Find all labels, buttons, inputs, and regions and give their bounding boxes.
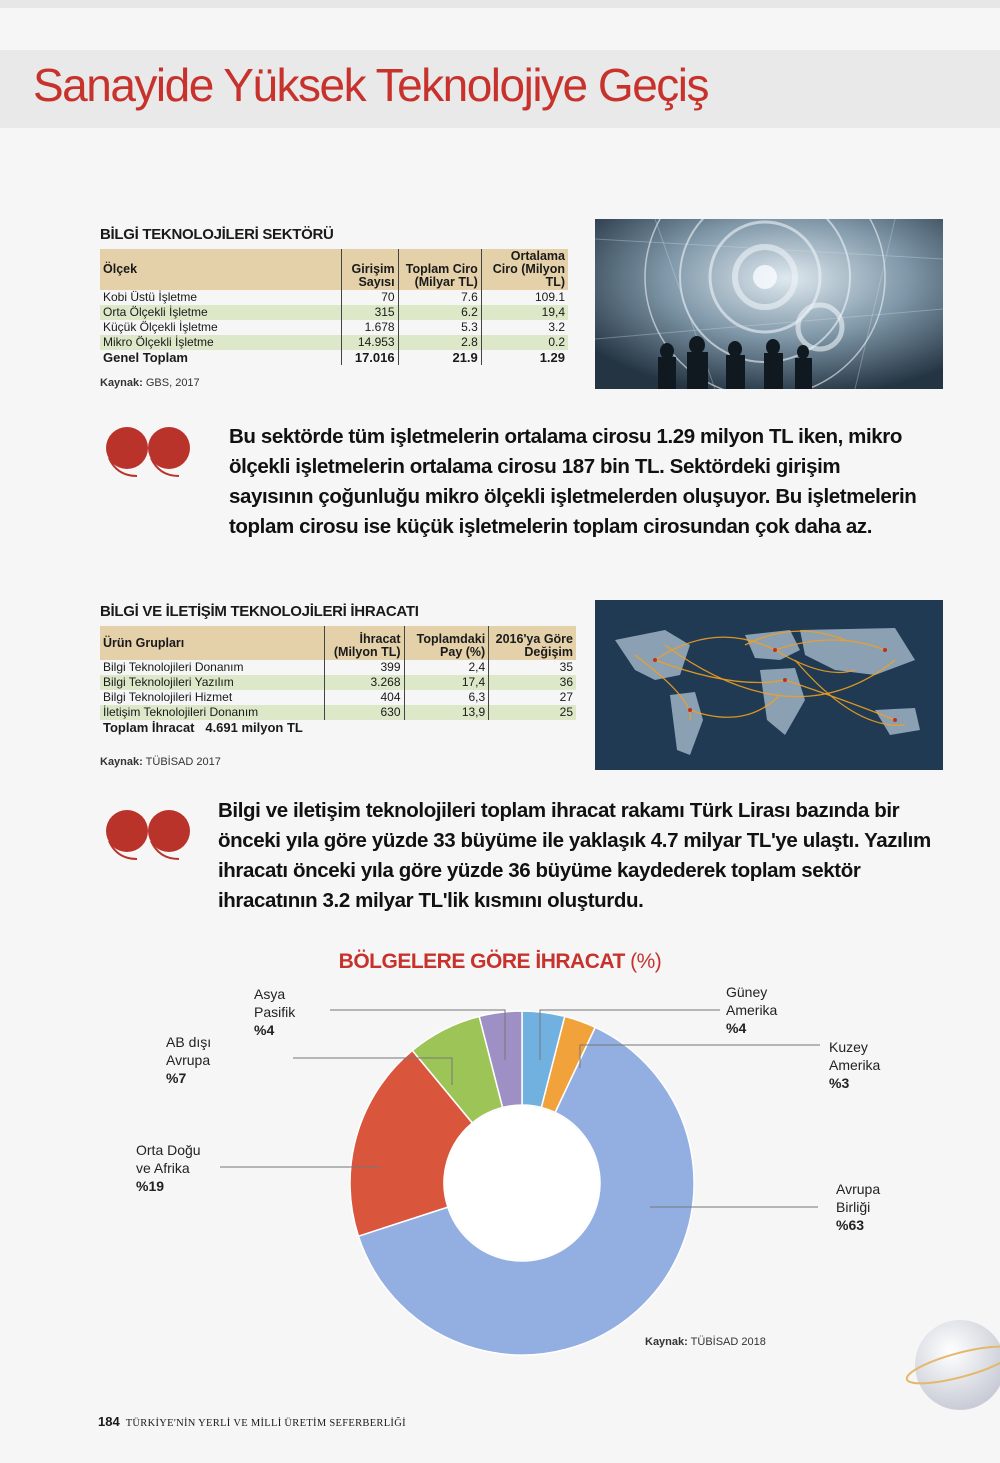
slice-value: %19	[136, 1178, 165, 1194]
donut-hole	[445, 1106, 599, 1260]
table-cell: Bilgi Teknolojileri Donanım	[100, 660, 324, 675]
slice-label-text: Asya Pasifik	[254, 986, 296, 1020]
label-guney-amerika	[726, 983, 777, 1037]
table-cell: Bilgi Teknolojileri Hizmet	[100, 690, 324, 705]
table-cell: 35	[559, 660, 573, 674]
table-cell: 6,3	[404, 690, 489, 705]
source-label: Kaynak:	[100, 377, 143, 389]
table-cell: 1.678	[341, 320, 398, 335]
quote-text-1: Bu sektörde tüm işletmelerin ortalama cirosu 1.29 milyon TL iken, mikro ölçekli işletmelerin ortalama cirosu 187 bin TL. Sektördeki girişim sayısının çoğunluğu mikro ölçekli işletmelerden oluşuyor. Bu işletmelerin toplam cirosu ise küçük işletmelerin toplam cirosundan çok daha az.	[229, 425, 917, 538]
slice-value: %4	[254, 1022, 275, 1038]
table-cell: 2,4	[404, 660, 489, 675]
page-number: 184	[98, 1414, 120, 1429]
table-cell: Bilgi Teknolojileri Yazılım	[100, 675, 324, 690]
table-cell: Orta Ölçekli İşletme	[100, 305, 341, 320]
table2-total: Toplam İhracat 4.691 milyon TL	[103, 720, 303, 735]
footer-text: TÜRKİYE'NİN YERLİ VE MİLLİ ÜRETİM SEFERBERLİĞİ	[125, 1418, 406, 1429]
quote-text-2: Bilgi ve iletişim teknolojileri toplam ihracat rakamı Türk Lirası bazında bir önceki yıla göre yüzde 33 büyüme ile yaklaşık 4.7 milyar TL'ye ulaştı. Yazılım ihracatı önceki yıla göre yüzde 36 büyüme kaydederek toplam sektör ihracatının 3.2 milyar TL'lik kısmını oluşturdu.	[218, 799, 931, 912]
page-title: Sanayide Yüksek Teknolojiye Geçiş	[33, 59, 708, 111]
table2-title: BİLGİ VE İLETİŞİM TEKNOLOJİLERİ İHRACATI	[100, 603, 419, 620]
table2-header-ihracat: İhracat (Milyon TL)	[324, 626, 404, 660]
table-cell: 6.2	[398, 305, 481, 320]
label-ab-disi-avrupa	[166, 1033, 211, 1087]
label-avrupa-birligi	[836, 1180, 880, 1234]
table1-header-toplam-ciro: Toplam Ciro (Milyar TL)	[398, 249, 481, 290]
decorative-sphere-icon	[900, 1310, 1000, 1420]
slice-value: %4	[726, 1020, 747, 1036]
table-cell: 5.3	[398, 320, 481, 335]
table-cell: 27	[559, 690, 573, 704]
table-cell: 3.268	[324, 675, 404, 690]
table-cell: 3.2	[548, 320, 565, 334]
slice-label-text: AB dışı Avrupa	[166, 1034, 212, 1068]
table2-header-degisim: 2016'ya Göre Değişim	[489, 626, 576, 660]
table-cell: 630	[324, 705, 404, 720]
table-cell: İletişim Teknolojileri Donanım	[100, 705, 324, 720]
table-cell: 17.016	[341, 350, 398, 365]
table1-header-ortalama-ciro: Ortalama Ciro (Milyon TL)	[481, 249, 568, 290]
source-label: Kaynak:	[645, 1336, 688, 1348]
table-cell: 13,9	[404, 705, 489, 720]
chart-title-text: BÖLGELERE GÖRE İHRACAT	[338, 950, 625, 973]
table2-header-urun: Ürün Grupları	[100, 626, 324, 660]
label-asya-pasifik	[254, 985, 295, 1039]
table2-header-pay: Toplamdaki Pay (%)	[404, 626, 489, 660]
table1-header-olcek: Ölçek	[100, 249, 341, 290]
page-footer	[98, 1414, 406, 1429]
table-cell: Kobi Üstü İşletme	[100, 290, 341, 305]
slice-value: %7	[166, 1070, 187, 1086]
table-cell: 0.2	[481, 335, 568, 350]
slice-label-text: Avrupa Birliği	[836, 1181, 881, 1215]
table-cell: 25	[489, 705, 576, 720]
chart-title-unit: (%)	[630, 950, 662, 973]
slice-label-text: Güney Amerika	[726, 984, 778, 1018]
table-cell: 109.1	[534, 290, 565, 304]
table-cell: 1.29	[539, 350, 565, 365]
table-cell: 315	[341, 305, 398, 320]
slice-label-text: Orta Doğu ve Afrika	[136, 1142, 201, 1176]
table1-title: BİLGİ TEKNOLOJİLERİ SEKTÖRÜ	[100, 226, 334, 243]
label-kuzey-amerika	[829, 1038, 880, 1092]
source-value: GBS, 2017	[145, 377, 200, 389]
chart-source	[645, 1336, 766, 1348]
table-cell: Genel Toplam	[100, 350, 341, 365]
table-cell: Mikro Ölçekli İşletme	[100, 335, 341, 350]
table-cell: 21.9	[398, 350, 481, 365]
table-cell: 70	[341, 290, 398, 305]
table-cell: 36	[489, 675, 576, 690]
table-cell: 404	[324, 690, 404, 705]
table-cell: 2.8	[398, 335, 481, 350]
table-cell: 17,4	[404, 675, 489, 690]
source-label: Kaynak:	[100, 756, 143, 768]
source-value: TÜBİSAD 2017	[145, 756, 221, 768]
table-cell: 14.953	[341, 335, 398, 350]
slice-label-text: Kuzey Amerika	[829, 1039, 881, 1073]
slice-value: %3	[829, 1075, 850, 1091]
label-orta-dogu-afrika	[136, 1141, 201, 1195]
table1-header-girisim: Girişim Sayısı	[341, 249, 398, 290]
source-value: TÜBİSAD 2018	[690, 1336, 766, 1348]
table-cell: 399	[324, 660, 404, 675]
table-cell: 7.6	[398, 290, 481, 305]
slice-value: %63	[836, 1217, 865, 1233]
table-cell: Küçük Ölçekli İşletme	[100, 320, 341, 335]
table-cell: 19,4	[481, 305, 568, 320]
